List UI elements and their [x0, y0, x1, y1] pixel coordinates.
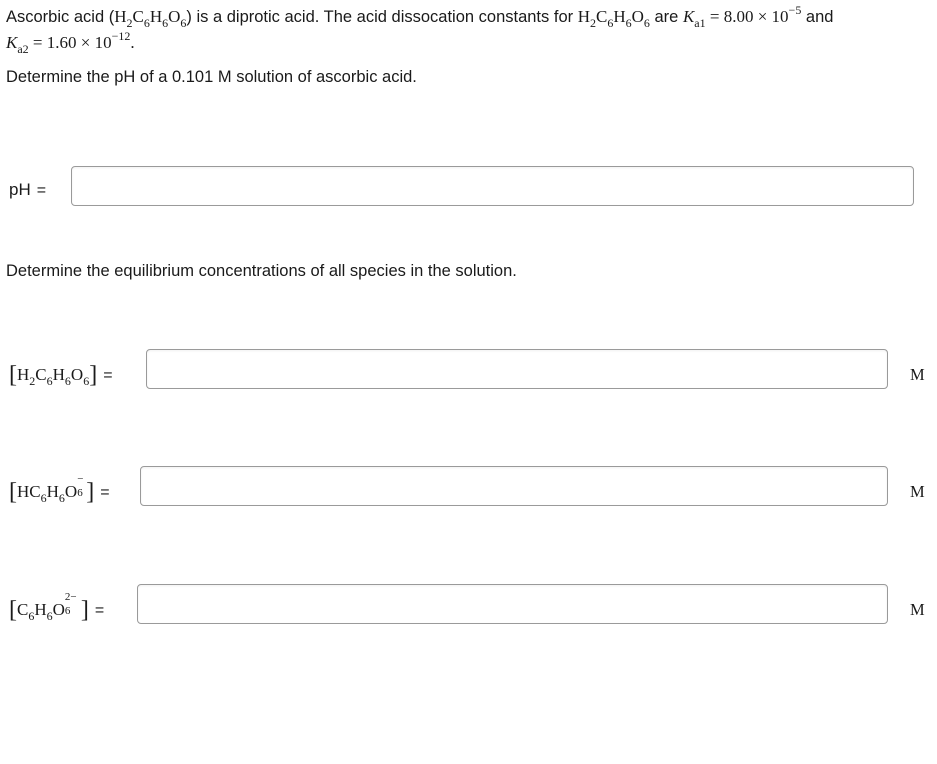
h2c6h6o6-unit: M — [910, 365, 925, 384]
intro-text-2: ) is a diprotic acid. The acid dissocation constants for — [186, 8, 578, 26]
ka1-expression: $K_{a1} = 8.00 \times 10^{-5}$ — [682, 3, 802, 30]
hc6h6o6-label: [$HC_6H_6O$ − 6 ] = — [9, 473, 110, 505]
c6h6o6-dianion-unit: M — [910, 600, 925, 619]
ascorbic-acid-formula-2: $H_2C_6H_6O_6$ — [577, 7, 650, 30]
intro-text-3: are — [654, 8, 679, 26]
c6h6o6-dianion-concentration-input[interactable] — [137, 584, 888, 624]
ascorbic-acid-formula: $H_2C_6H_6O_6$ — [114, 7, 187, 30]
h2c6h6o6-concentration-input[interactable] — [146, 349, 888, 389]
h2c6h6o6-label: $[H_2C_6H_6O_6]$ = — [9, 362, 113, 388]
equilibrium-question: Determine the equilibrium concentrations of all species in the solution. — [6, 262, 517, 280]
problem-statement — [6, 4, 926, 56]
ph-input[interactable] — [71, 166, 914, 206]
hc6h6o6-concentration-input[interactable] — [140, 466, 888, 506]
hc6h6o6-unit: M — [910, 482, 925, 501]
intro-text-1: Ascorbic acid ( — [6, 8, 115, 26]
ph-label: pH = — [9, 180, 47, 199]
intro-text-4: and — [805, 8, 834, 26]
c6h6o6-dianion-label: [$C_6H_6O$ 2− 6 ] = — [9, 591, 105, 623]
ka2-expression: $K_{a2} = 1.60 \times 10^{-12}$. — [6, 29, 135, 56]
ph-question: Determine the pH of a 0.101 M solution of ascorbic acid. — [6, 68, 417, 86]
